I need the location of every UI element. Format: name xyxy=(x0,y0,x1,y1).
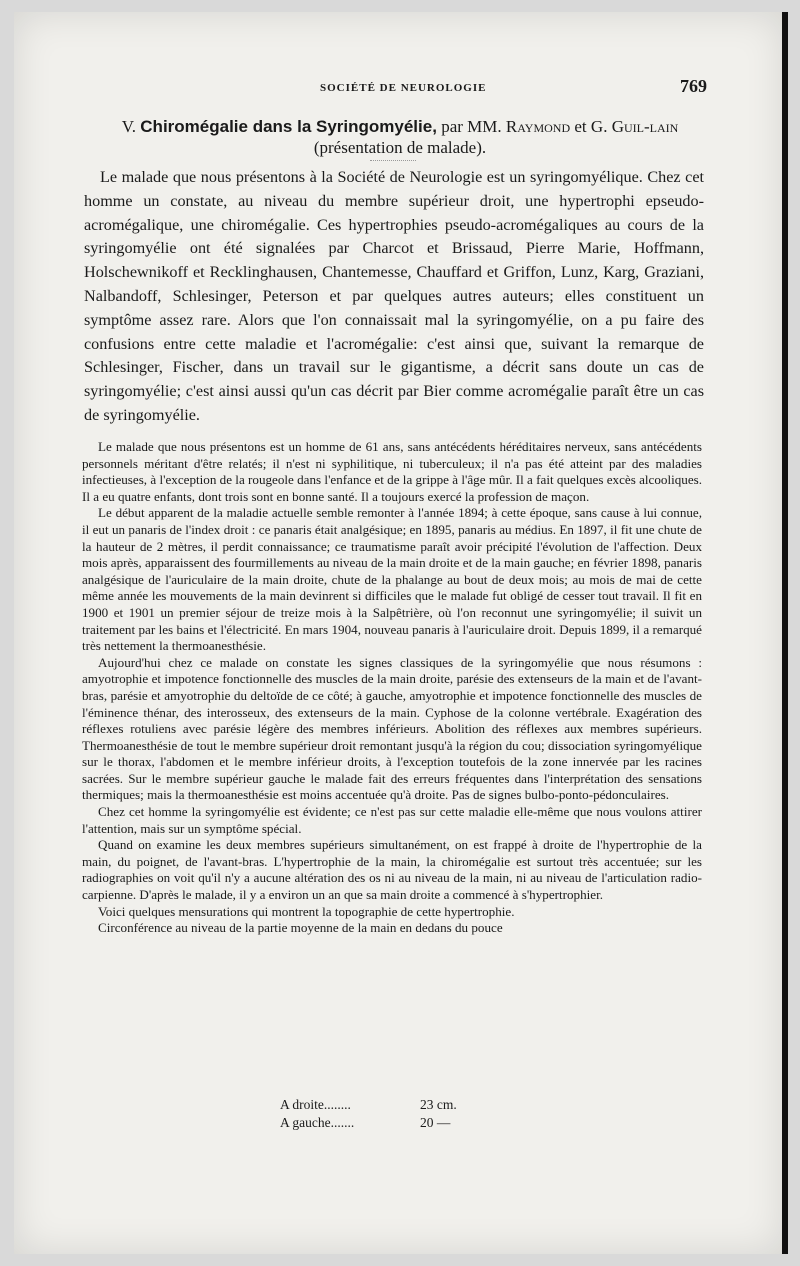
paragraph: Aujourd'hui chez ce malade on constate les signes classiques de la syringomyélie que nous résumons : amyotrophie et impotence fonctionnelle des muscles de la main droite, parésie des extenseurs de la main et de l'avant-bras, parésie et amyotrophie du deltoïde de ce côté; à gauche, amyotrophie et impotence fonctionnelle des muscles de l'éminence thénar, des interosseux, des extenseurs de la main. Cyphose de la colonne vertébrale. Exagération des réflexes rotuliens avec parésie légère des membres inférieurs. Abolition des réflexes aux membres supérieurs. Thermoanesthésie de tout le membre supérieur droit remontant jusqu'à la région du cou; dissociation syringomyélique sur le thorax, l'abdomen et le membre inférieur droits, à l'exception toutefois de la zone innervée par les racines sacrées. Sur le membre supérieur gauche le malade fait des erreurs fréquentes dans l'interprétation des sensations thermiques; mais la thermoanesthésie est moins accentuée qu'à droite. Pas de signes bulbo-ponto-pédonculaires. xyxy=(82,654,702,803)
paragraph: Le malade que nous présentons est un homme de 61 ans, sans antécédents héréditaires nerveux, sans antécédents personnels méritant d'être relatés; il n'est ni syphilitique, ni tuberculeux; il n'a pas été atteint par des maladies infectieuses, à l'exception de la rougeole dans l'enfance et de la grippe à l'âge mûr. Il a fait quelques excès alcooliques. Il a eu quatre enfants, dont trois sont en bonne santé. Il a toujours exercé la profession de maçon. xyxy=(82,439,702,504)
measurement-value: 20 — xyxy=(420,1115,451,1130)
author-2: G. Guil-lain xyxy=(590,117,679,136)
page-number: 769 xyxy=(680,76,707,96)
intro-paragraph: Le malade que nous présentons à la Société de Neurologie est un syringomyélique. Chez cet homme un constate, au niveau du membre supérieur droit, une hypertrophi epseudo-acromégalique, une chiromégalie. Ces hypertrophies pseudo-acromégaliques au cours de la syringomyélie ont été signalées par Charcot et Brissaud, Pierre Marie, Hoffmann, Holschewnikoff et Recklinghausen, Chantemesse, Chauffard et Griffon, Lunz, Karg, Graziani, Nalbandoff, Schlesinger, Peterson et par quelques autres auteurs; elles constituent un symptôme assez rare. Alors que l'on connaissait mal la syringomyélie, on a pu faire des confusions entre cette maladie et l'acromégalie: c'est ainsi que, suivant la remarque de Schlesinger, Fischer, dans un travail sur le gigantisme, a décrit sans doute un cas de syringomyélie; c'est ainsi aussi qu'un cas décrit par Bier comme acromégalie paraît être un cas de syringomyélie. xyxy=(84,168,704,424)
paragraph: Quand on examine les deux membres supérieurs simultanément, on est frappé à droite de l'hypertrophie de la main, du poignet, de l'avant-bras. L'hypertrophie de la main, la chiromégalie est surtout très accentuée; sur les radiographies on voit qu'il n'y a aucune altération des os ni au niveau de la main, ni au niveau de l'articulation radio-carpienne. D'après le malade, il y a environ un an que sa main droite a commencé à s'hypertrophier. xyxy=(82,837,702,903)
page-edge-shadow xyxy=(782,12,788,1254)
title-by: par MM. xyxy=(441,117,502,136)
section-number: V. xyxy=(121,117,137,136)
measurements-table xyxy=(280,1096,520,1132)
author-1: Raymond xyxy=(505,117,571,136)
case-report xyxy=(82,439,702,937)
measurement-row xyxy=(280,1096,520,1114)
paragraph: Le début apparent de la maladie actuelle semble remonter à l'année 1894; à cette époque, sans cause à lui connue, il eut un panaris de l'index droit : ce panaris était analgésique; en 1895, panaris au médius. En 1897, il fit une chute de la hauteur de 2 mètres, il perdit connaissance; ce traumatisme paraît avoir précipité l'évolution de l'affection. Deux mois après, apparaissent des fourmillements au niveau de la main droite et de la main gauche; en février 1898, panaris analgésique de l'auriculaire de la main droite, chute de la phalange au bout de deux mois; au mois de mai de cette même année les mouvements de la main devinrent si difficiles que le malade fut obligé de cesser tout travail. Il fit en 1900 et 1901 un premier séjour de treize mois à la Salpêtrière, où l'on reconnut une syringomyélie; il suivit un traitement par les bains et l'électricité. En mars 1904, nouveau panaris à l'auriculaire droit. Depuis 1899, il a remarqué très nettement la thermoanesthésie. xyxy=(82,505,702,654)
article-title xyxy=(90,116,710,158)
paragraph: Circonférence au niveau de la partie moyenne de la main en dedans du pouce xyxy=(98,920,503,936)
measurement-row xyxy=(280,1114,520,1132)
measurement-value: 23 cm. xyxy=(420,1097,457,1112)
paragraph: Voici quelques mensurations qui montrent la topographie de cette hypertrophie. xyxy=(98,903,515,919)
separator-dots xyxy=(370,160,416,161)
measurement-label: A droite........ xyxy=(280,1097,351,1112)
title-subtitle: (présentation de malade). xyxy=(313,138,487,157)
title-and: et xyxy=(574,117,587,136)
measurement-label: A gauche....... xyxy=(280,1115,355,1130)
title-main: Chiromégalie dans la Syringomyélie, xyxy=(140,117,437,136)
running-head: SOCIÉTÉ DE NEUROLOGIE xyxy=(320,82,487,94)
paragraph: Chez cet homme la syringomyélie est évidente; ce n'est pas sur cette maladie elle-même que nous voulons attirer l'attention, mais sur un symptôme spécial. xyxy=(82,804,702,836)
